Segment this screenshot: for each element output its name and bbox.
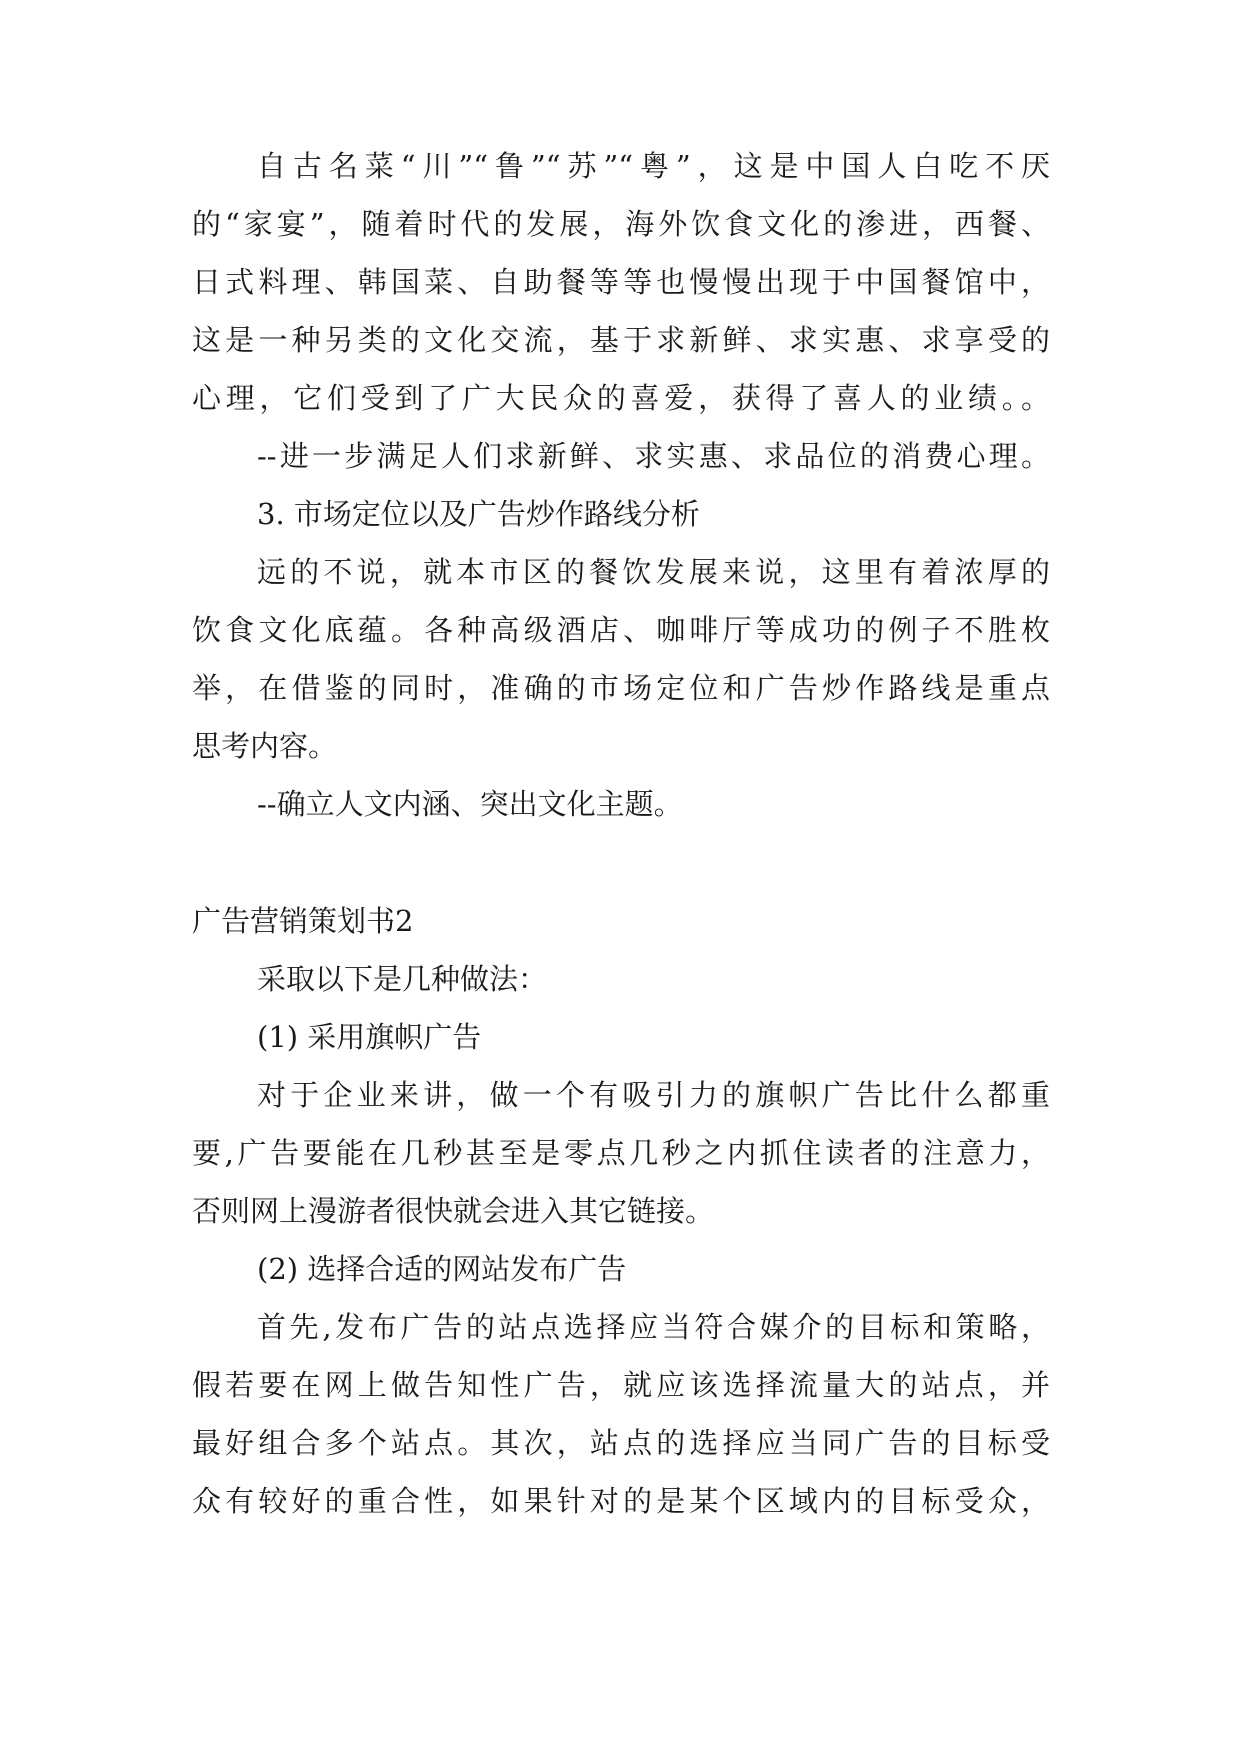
paragraph-line: 首先,发布广告的站点选择应当符合媒介的目标和策略， (257, 1310, 1050, 1344)
paragraph-line: --确立人文内涵、突出文化主题。 (257, 787, 683, 821)
list-item-heading: (2) 选择合适的网站发布广告 (257, 1252, 627, 1286)
paragraph-line: 否则网上漫游者很快就会进入其它链接。 (192, 1194, 715, 1228)
paragraph-line: 众有较好的重合性，如果针对的是某个区域内的目标受众， (192, 1484, 1050, 1518)
paragraph-line: 思考内容。 (192, 729, 338, 763)
section-heading: 3. 市场定位以及广告炒作路线分析 (257, 497, 700, 531)
document-title: 广告营销策划书2 (192, 904, 414, 938)
paragraph-line: 自古名菜“川”“鲁”“苏”“粤”，这是中国人白吃不厌 (257, 149, 1050, 183)
list-item-heading: (1) 采用旗帜广告 (257, 1020, 482, 1054)
paragraph-line: 的“家宴”，随着时代的发展，海外饮食文化的渗进，西餐、 (192, 207, 1050, 241)
paragraph-line: 这是一种另类的文化交流，基于求新鲜、求实惠、求享受的 (192, 323, 1050, 357)
paragraph-line: 采取以下是几种做法： (257, 962, 548, 996)
paragraph-line: 远的不说，就本市区的餐饮发展来说，这里有着浓厚的 (257, 555, 1050, 589)
paragraph-line: 日式料理、韩国菜、自助餐等等也慢慢出现于中国餐馆中， (192, 265, 1050, 299)
paragraph-line: --进一步满足人们求新鲜、求实惠、求品位的消费心理。 (257, 439, 1050, 473)
paragraph-line: 饮食文化底蕴。各种高级酒店、咖啡厅等成功的例子不胜枚 (192, 613, 1050, 647)
paragraph-line: 对于企业来讲，做一个有吸引力的旗帜广告比什么都重 (257, 1078, 1050, 1112)
paragraph-line: 心理，它们受到了广大民众的喜爱，获得了喜人的业绩。。 (192, 381, 1050, 415)
paragraph-line: 举，在借鉴的同时，准确的市场定位和广告炒作路线是重点 (192, 671, 1050, 705)
paragraph-line: 最好组合多个站点。其次，站点的选择应当同广告的目标受 (192, 1426, 1050, 1460)
paragraph-line: 假若要在网上做告知性广告，就应该选择流量大的站点，并 (192, 1368, 1050, 1402)
paragraph-line: 要,广告要能在几秒甚至是零点几秒之内抓住读者的注意力， (192, 1136, 1050, 1170)
